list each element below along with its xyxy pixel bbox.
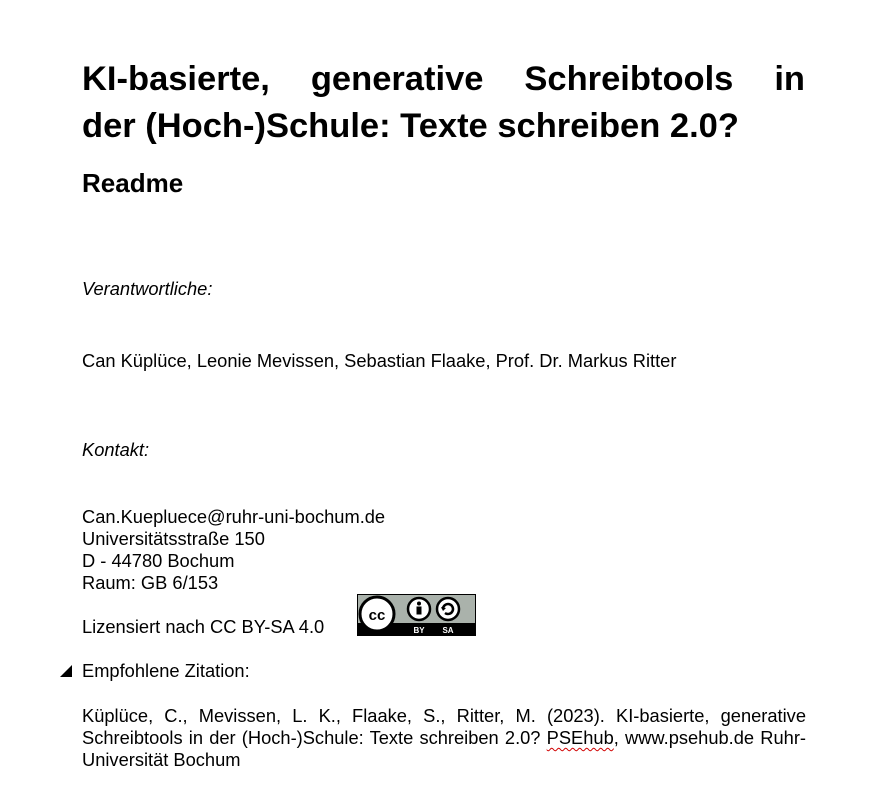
citation-line-3: Universität Bochum (82, 749, 241, 770)
license-text: Lizensiert nach CC BY-SA 4.0 (82, 616, 325, 637)
cc-by-sa-badge (357, 594, 476, 636)
citation-text (82, 705, 806, 771)
contact-room: Raum: GB 6/153 (82, 572, 219, 593)
responsible-label: Verantwortliche: (82, 278, 213, 299)
document-title (82, 56, 805, 150)
responsible-names: Can Küplüce, Leonie Mevissen, Sebastian Flaake, Prof. Dr. Markus Ritter (82, 350, 677, 371)
svg-text:cc: cc (368, 607, 386, 624)
title-line-1: KI-basierte, generative Schreibtools in (82, 60, 805, 98)
citation-heading: Empfohlene Zitation: (82, 660, 250, 681)
spellcheck-word: PSEhub (546, 727, 614, 748)
svg-text:BY: BY (413, 626, 425, 635)
contact-block (82, 506, 385, 594)
share-alike-icon (437, 598, 459, 620)
subtitle: Readme (82, 168, 184, 198)
contact-label: Kontakt: (82, 439, 150, 460)
citation-line-1: Küplüce, C., Mevissen, L. K., Flaake, S., Ritter, M. (2023). KI-basierte, generative (82, 705, 806, 726)
title-line-2: der (Hoch-)Schule: Texte schreiben 2.0? (82, 107, 739, 145)
collapse-triangle-icon[interactable] (60, 665, 72, 677)
contact-city: D - 44780 Bochum (82, 550, 235, 571)
svg-text:SA: SA (442, 626, 454, 635)
contact-street: Universitätsstraße 150 (82, 528, 265, 549)
citation-line-2: Schreibtools in der (Hoch-)Schule: Texte schreiben 2.0? PSEhub, www.psehub.de Ruhr- (82, 727, 806, 748)
contact-email: Can.Kuepluece@ruhr-uni-bochum.de (82, 506, 386, 527)
